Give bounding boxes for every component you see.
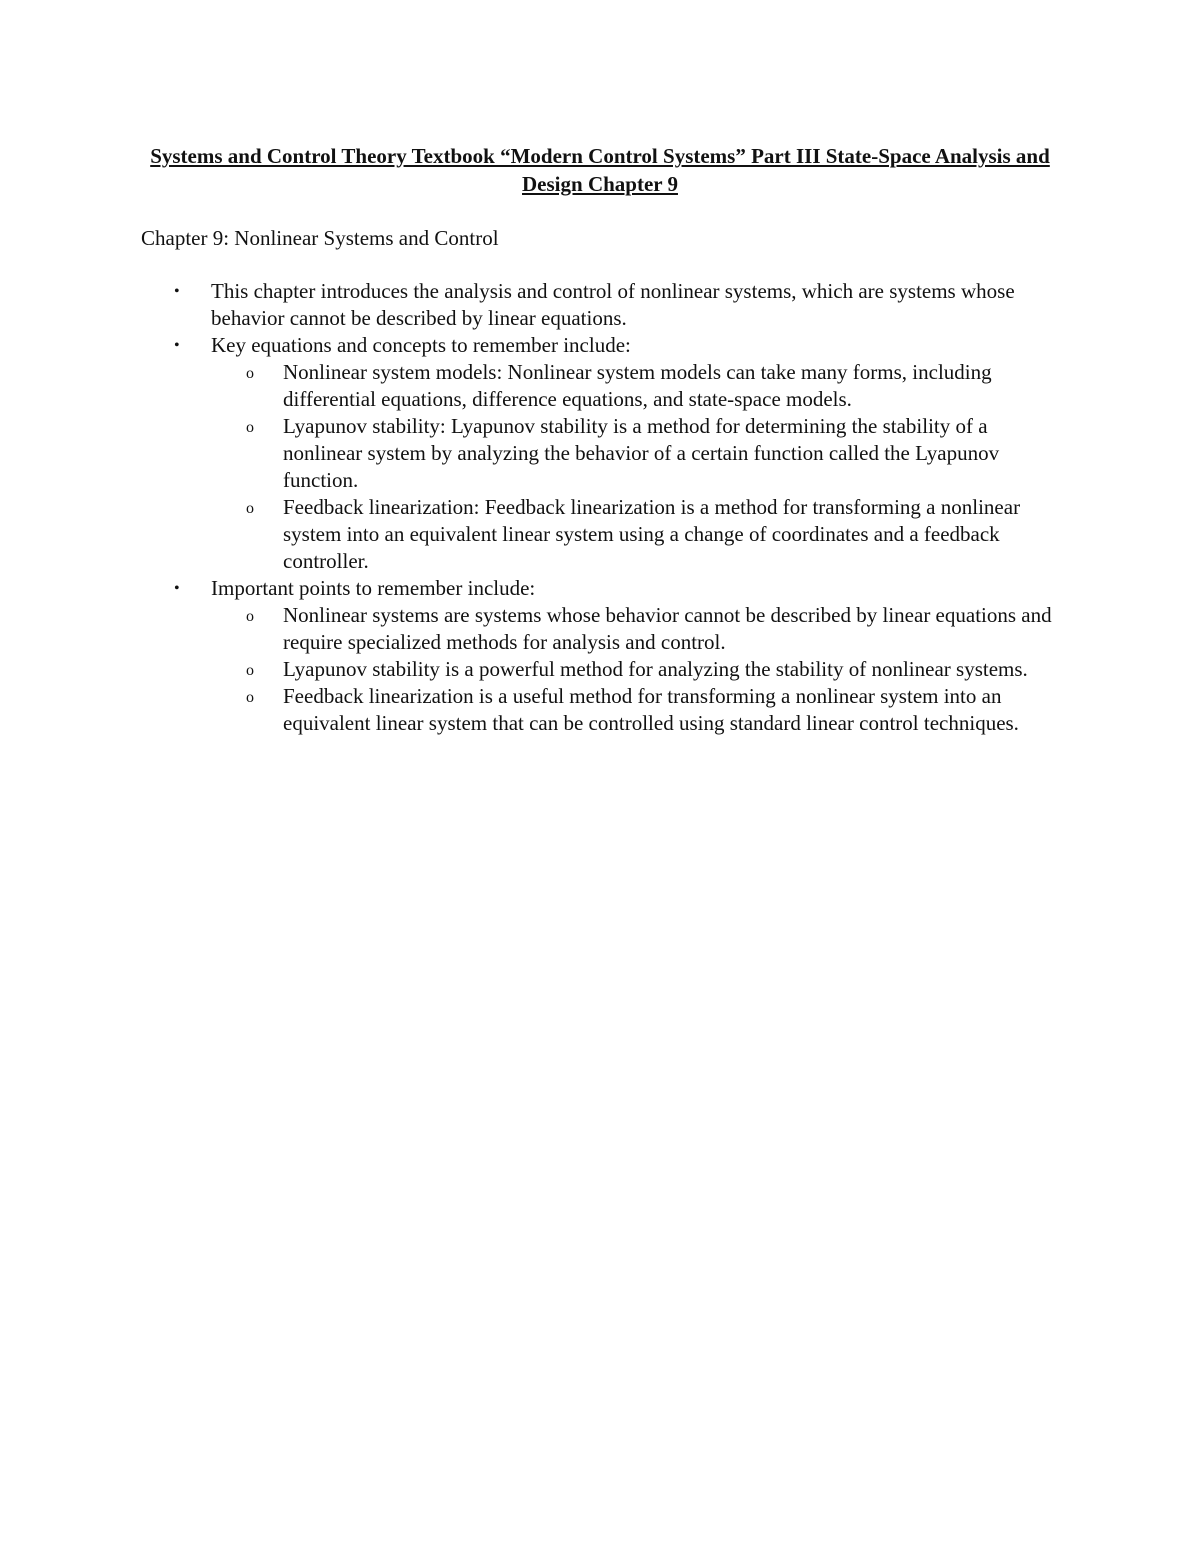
sub-bullet-item	[211, 494, 1071, 575]
sub-bullet-marker: o	[246, 689, 254, 706]
sub-bullet-text: Feedback linearization: Feedback linearization is a method for transforming a nonlinear system into an equivalent linear system using a change of coordinates and a feedback controller.	[283, 495, 1021, 573]
bullet-marker: •	[174, 337, 180, 354]
bullet-list	[141, 278, 1071, 737]
sub-bullet-text: Lyapunov stability is a powerful method for analyzing the stability of nonlinear systems.	[283, 657, 1028, 681]
bullet-text: Key equations and concepts to remember include:	[211, 333, 631, 357]
sub-bullet-list	[211, 602, 1071, 737]
sub-bullet-marker: o	[246, 419, 254, 436]
sub-bullet-marker: o	[246, 500, 254, 517]
bullet-item	[141, 278, 1071, 332]
sub-bullet-item	[211, 413, 1071, 494]
sub-bullet-text: Nonlinear systems are systems whose behavior cannot be described by linear equations and require specialized methods for analysis and control.	[283, 603, 1052, 654]
page-title: Systems and Control Theory Textbook “Modern Control Systems” Part III State-Space Analysis and Design Chapter 9	[150, 144, 1050, 196]
sub-bullet-list	[211, 359, 1071, 575]
sub-bullet-marker: o	[246, 365, 254, 382]
bullet-marker: •	[174, 580, 180, 597]
chapter-heading: Chapter 9: Nonlinear Systems and Control	[141, 226, 499, 250]
sub-bullet-marker: o	[246, 662, 254, 679]
sub-bullet-text: Nonlinear system models: Nonlinear system models can take many forms, including differential equations, difference equations, and state-space models.	[283, 360, 992, 411]
bullet-text: Important points to remember include:	[211, 576, 536, 600]
bullet-text: This chapter introduces the analysis and control of nonlinear systems, which are systems whose behavior cannot be described by linear equations.	[211, 279, 1015, 330]
bullet-item	[141, 332, 1071, 575]
bullet-marker: •	[174, 283, 180, 300]
sub-bullet-item	[211, 656, 1071, 683]
bullet-item	[141, 575, 1071, 737]
sub-bullet-item	[211, 602, 1071, 656]
sub-bullet-text: Lyapunov stability: Lyapunov stability is a method for determining the stability of a nonlinear system by analyzing the behavior of a certain function called the Lyapunov function.	[283, 414, 1000, 492]
sub-bullet-marker: o	[246, 608, 254, 625]
sub-bullet-text: Feedback linearization is a useful method for transforming a nonlinear system into an equivalent linear system that can be controlled using standard linear control techniques.	[283, 684, 1019, 735]
sub-bullet-item	[211, 683, 1071, 737]
sub-bullet-item	[211, 359, 1071, 413]
